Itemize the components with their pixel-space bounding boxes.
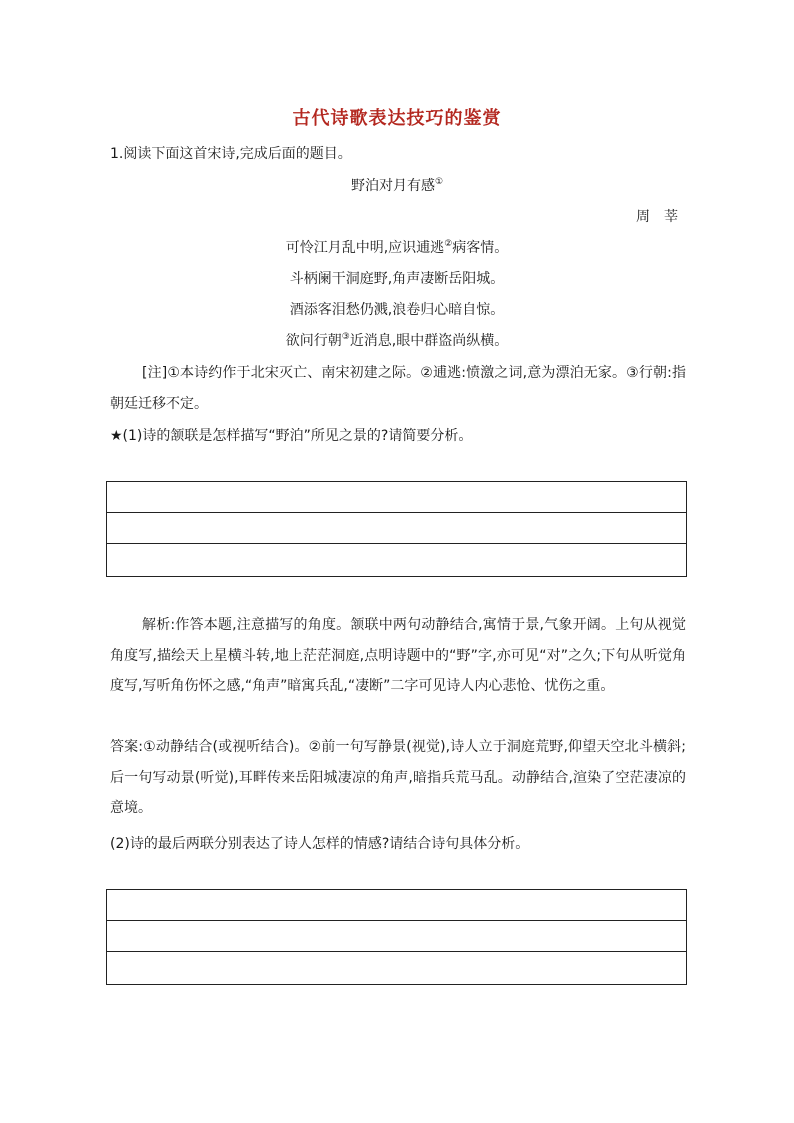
sub-question-2: (2)诗的最后两联分别表达了诗人怎样的情感?请结合诗句具体分析。	[110, 836, 530, 852]
answer-line[interactable]	[107, 513, 686, 544]
poem-line-text: 病客情。	[452, 240, 509, 256]
answer-text: 答案:①动静结合(或视听结合)。②前一句写静景(视觉),诗人立于洞庭荒野,仰望天空北斗横斜;后一句写动景(听觉),耳畔传来岳阳城凄凉的角声,暗指兵荒马乱。动静结合,渲染了空茫凄凉的意境。	[110, 739, 686, 816]
answer-line[interactable]	[107, 890, 686, 921]
poem-line	[0, 331, 794, 351]
poem-line	[0, 300, 794, 320]
poem-line-text: 近消息,眼中群盗尚纵横。	[349, 333, 509, 349]
poem-line-text: 欲问行朝	[285, 333, 342, 349]
poem-line	[0, 269, 794, 289]
sub-question-1: ★(1)诗的颔联是怎样描写“野泊”所见之景的?请简要分析。	[110, 428, 473, 444]
answer-box-2[interactable]	[106, 889, 687, 985]
poem-title: 野泊对月有感	[350, 178, 435, 194]
poem-title-note: ①	[434, 177, 444, 187]
poem-line-text: 酒添客泪愁仍溅,浪卷归心暗自惊。	[289, 302, 505, 318]
analysis-text: 解析:作答本题,注意描写的角度。颔联中两句动静结合,寓情于景,气象开阔。上句从视觉角度写,描绘天上星横斗转,地上茫茫洞庭,点明诗题中的“野”字,亦可见“对”之久;下句从听觉角度写,写听角伤怀之感,“角声”暗寓兵乱,“凄断”二字可见诗人内心悲怆、忧伤之重。	[110, 617, 686, 694]
answer-box-1[interactable]	[106, 481, 687, 577]
question-1-intro: 1.阅读下面这首宋诗,完成后面的题目。	[110, 146, 352, 162]
poem-line-note: ③	[341, 332, 350, 342]
document-title: 古代诗歌表达技巧的鉴赏	[292, 108, 502, 129]
answer-line[interactable]	[107, 952, 686, 983]
poem-line	[0, 238, 794, 258]
answer-line[interactable]	[107, 482, 686, 513]
poem-title-line	[0, 176, 794, 196]
answer-line[interactable]	[107, 544, 686, 575]
poem-line-note: ②	[444, 239, 453, 249]
poem-line-text: 可怜江月乱中明,应识逋逃	[285, 240, 445, 256]
answer-line[interactable]	[107, 921, 686, 952]
poem-line-text: 斗柄阑干洞庭野,角声凄断岳阳城。	[289, 271, 505, 287]
poem-annotation: [注]①本诗约作于北宋灭亡、南宋初建之际。②逋逃:愤激之词,意为漂泊无家。③行朝:指朝廷迁移不定。	[110, 365, 686, 412]
poem-author: 周 莘	[636, 209, 678, 225]
